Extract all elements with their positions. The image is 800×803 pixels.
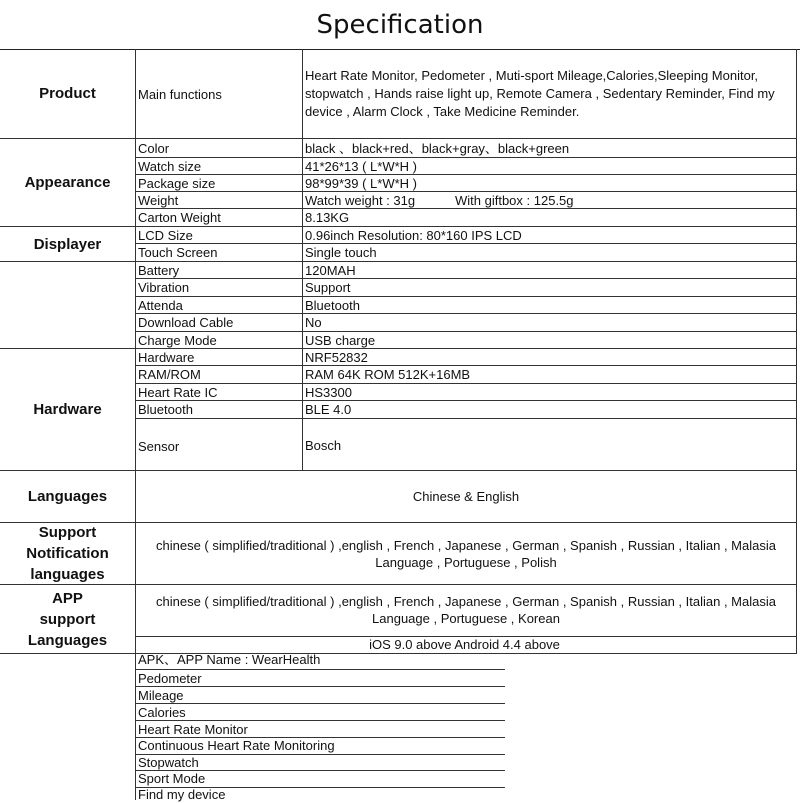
label-bluetooth: Bluetooth [138, 402, 193, 417]
row-divider [0, 653, 797, 654]
label-ram-rom: RAM/ROM [138, 367, 201, 382]
label-charge-mode: Charge Mode [138, 333, 217, 348]
list-item: Calories [138, 705, 186, 720]
label-lcd-size: LCD Size [138, 228, 193, 243]
category-displayer: Displayer [33, 235, 102, 253]
label-vibration: Vibration [138, 280, 190, 295]
value-vibration: Support [305, 280, 351, 295]
value-app-languages: chinese ( simplified/traditional ) ,english , French , Japanese , German , Spanish , Russian , Italian , Malasia Language , Portuguese , Korean [156, 594, 776, 626]
value-os-support: iOS 9.0 above Android 4.4 above [369, 637, 560, 652]
list-item: Find my device [138, 787, 226, 802]
value-attenda: Bluetooth [305, 298, 360, 313]
label-weight: Weight [138, 193, 179, 208]
list-item: APK、APP Name : WearHealth [138, 652, 321, 667]
label-battery: Battery [138, 263, 180, 278]
label-color: Color [138, 141, 170, 156]
row-divider [135, 703, 505, 704]
value-ram-rom: RAM 64K ROM 512K+16MB [305, 367, 471, 382]
category-languages: Languages [27, 488, 108, 505]
col-divider-mid-top [302, 49, 303, 470]
row-divider [135, 418, 797, 419]
value-weight-giftbox: With giftbox : 125.5g [455, 193, 574, 208]
value-sensor: Bosch [305, 438, 342, 453]
label-attenda: Attenda [138, 298, 183, 313]
label-carton-weight: Carton Weight [138, 210, 221, 225]
value-download-cable: No [305, 315, 322, 330]
list-item: Stopwatch [138, 755, 199, 770]
label-watch-size: Watch size [138, 159, 202, 174]
list-item: Heart Rate Monitor [138, 722, 248, 737]
value-languages: Chinese & English [412, 489, 520, 504]
row-divider [135, 720, 505, 721]
value-weight: Watch weight : 31g [305, 193, 416, 208]
value-battery: 120MAH [305, 263, 356, 278]
value-carton-weight: 8.13KG [305, 210, 350, 225]
col-divider-left [135, 49, 136, 800]
list-item: Mileage [138, 688, 184, 703]
row-divider [135, 669, 505, 670]
value-color: black 、black+red、black+gray、black+green [305, 141, 570, 156]
value-lcd-size: 0.96inch Resolution: 80*160 IPS LCD [305, 228, 522, 243]
value-watch-size: 41*26*13 ( L*W*H ) [305, 159, 417, 174]
label-hardware: Hardware [138, 350, 195, 365]
list-item: Continuous Heart Rate Monitoring [138, 738, 335, 753]
value-main-functions: Heart Rate Monitor, Pedometer , Muti-sport Mileage,Calories,Sleeping Monitor, stopwatch , Hands raise light up, Remote Camera , Sedentary Reminder, Find my device , Alarm Clock , Take Medicine Reminder. [305, 68, 775, 119]
label-sensor: Sensor [138, 439, 180, 454]
col-divider-right [796, 49, 797, 653]
list-item: Pedometer [138, 671, 202, 686]
category-appearance: Appearance [24, 174, 111, 191]
label-package-size: Package size [138, 176, 216, 191]
value-heart-rate-ic: HS3300 [305, 385, 352, 400]
value-hardware: NRF52832 [305, 350, 368, 365]
label-download-cable: Download Cable [138, 315, 234, 330]
page-title: Specification [0, 0, 800, 50]
value-charge-mode: USB charge [305, 333, 376, 348]
value-touch-screen: Single touch [305, 245, 377, 260]
value-notification-languages: chinese ( simplified/traditional ) ,english , French , Japanese , German , Spanish , Russian , Italian , Malasia Language , Portuguese , Polish [156, 538, 776, 570]
list-item: Sport Mode [138, 771, 206, 786]
value-bluetooth: BLE 4.0 [305, 402, 352, 417]
label-touch-screen: Touch Screen [138, 245, 218, 260]
category-support-notification: Support Notification languages [26, 524, 109, 583]
label-heart-rate-ic: Heart Rate IC [138, 385, 218, 400]
category-app-support: APP support Languages [27, 589, 108, 649]
category-hardware: Hardware [33, 401, 102, 418]
category-product: Product [39, 85, 96, 102]
value-package-size: 98*99*39 ( L*W*H ) [305, 176, 417, 191]
label-main-functions: Main functions [138, 87, 222, 102]
